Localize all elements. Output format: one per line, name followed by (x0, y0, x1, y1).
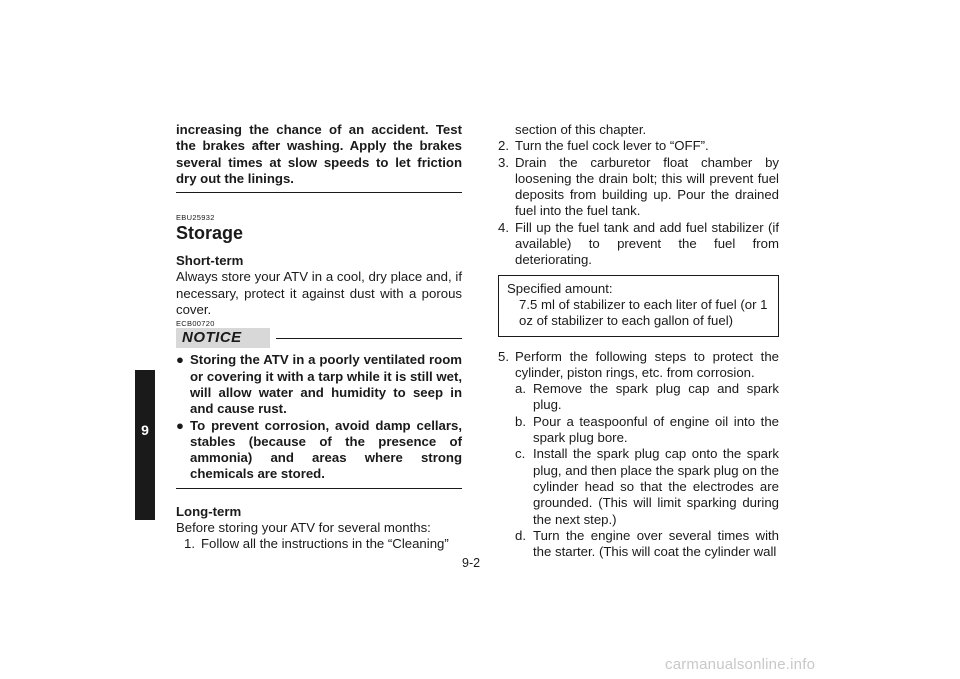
spec-box (498, 275, 779, 337)
notice-code: ECB00720 (176, 319, 215, 329)
brake-warning-text: increasing the chance of an accident. Test the brakes after washing. Apply the brakes several times at slow speeds to let friction dry out the linings. (176, 122, 462, 186)
step-item (498, 138, 779, 154)
long-term-steps (176, 536, 462, 552)
notice-item (176, 352, 462, 417)
short-term-text: Always store your ATV in a cool, dry place and, if necessary, protect it against dust with a porous cover. (176, 269, 462, 318)
step-number: 4. (498, 219, 509, 235)
notice-label: NOTICE (176, 328, 270, 348)
step-number: 3. (498, 154, 509, 170)
section-title: Storage (176, 223, 244, 244)
substep-text: Pour a teaspoonful of engine oil into the spark plug bore. (533, 413, 779, 446)
substep-text: Turn the engine over several times with the starter. (This will coat the cylinder wall (533, 527, 779, 560)
substep-item (515, 528, 779, 561)
spec-label: Specified amount: (507, 280, 613, 296)
warning-end-rule (176, 192, 462, 193)
step-text: Drain the carburetor float chamber by loosening the drain bolt; this will prevent fuel deposits from building up. Pour the drained fuel into the fuel tank. (515, 154, 779, 219)
step-number: 5. (498, 348, 509, 364)
step-item (498, 220, 779, 269)
left-column (176, 122, 462, 553)
bullet-icon: ● (176, 417, 184, 433)
bullet-icon: ● (176, 352, 184, 368)
right-column (498, 122, 779, 560)
notice-header (176, 328, 462, 348)
substep-letter: b. (515, 413, 526, 429)
page-number: 9-2 (462, 556, 481, 570)
section-code: EBU25932 (176, 213, 215, 223)
notice-end-rule (176, 488, 462, 489)
step-item (498, 349, 779, 382)
notice-list (176, 352, 462, 482)
substep-letter: c. (515, 446, 526, 462)
corrosion-steps (498, 349, 779, 382)
long-term-intro: Before storing your ATV for several months: (176, 520, 431, 536)
notice-item-text: To prevent corrosion, avoid damp cellars, stables (because of the presence of ammonia) and areas where strong chemicals are stored. (190, 417, 462, 482)
storage-steps (498, 138, 779, 268)
substep-item (515, 446, 779, 527)
short-term-heading: Short-term (176, 253, 244, 269)
substep-item (515, 414, 779, 447)
long-term-heading: Long-term (176, 503, 242, 519)
substep-text: Remove the spark plug cap and spark plug. (533, 381, 779, 413)
notice-rule (276, 338, 462, 339)
substep-text: Install the spark plug cap onto the spark plug, and then place the spark plug on the cylinder head so that the electrodes are grounded. (This will limit sparking during the next step.) (533, 446, 779, 527)
watermark: carmanualsonline.info (665, 656, 816, 673)
corrosion-substeps (498, 381, 779, 560)
spec-value: 7.5 ml of stabilizer to each liter of fuel (or 1 oz of stabilizer to each gallon of fuel) (519, 296, 768, 329)
step-number: 2. (498, 138, 509, 154)
step-text: Fill up the fuel tank and add fuel stabilizer (if available) to prevent the fuel from deteriorating. (515, 219, 779, 268)
chapter-number: 9 (141, 422, 149, 438)
chapter-tab (135, 370, 155, 520)
step-number: 1. (184, 536, 195, 552)
step-text: Perform the following steps to protect the cylinder, piston rings, etc. from corrosion. (515, 348, 779, 380)
notice-item-text: Storing the ATV in a poorly ventilated room or covering it with a tarp while it is still wet, will allow water and humidity to seep in and cause rust. (190, 352, 462, 417)
step-text: Turn the fuel cock lever to “OFF”. (515, 138, 709, 154)
substep-item (515, 381, 779, 414)
step-item (498, 155, 779, 220)
notice-item (176, 418, 462, 483)
step-continuation: section of this chapter. (515, 122, 647, 137)
substep-letter: d. (515, 527, 526, 543)
substep-letter: a. (515, 381, 526, 397)
step-item (184, 536, 462, 552)
step-text: Follow all the instructions in the “Cleaning” (201, 536, 449, 552)
